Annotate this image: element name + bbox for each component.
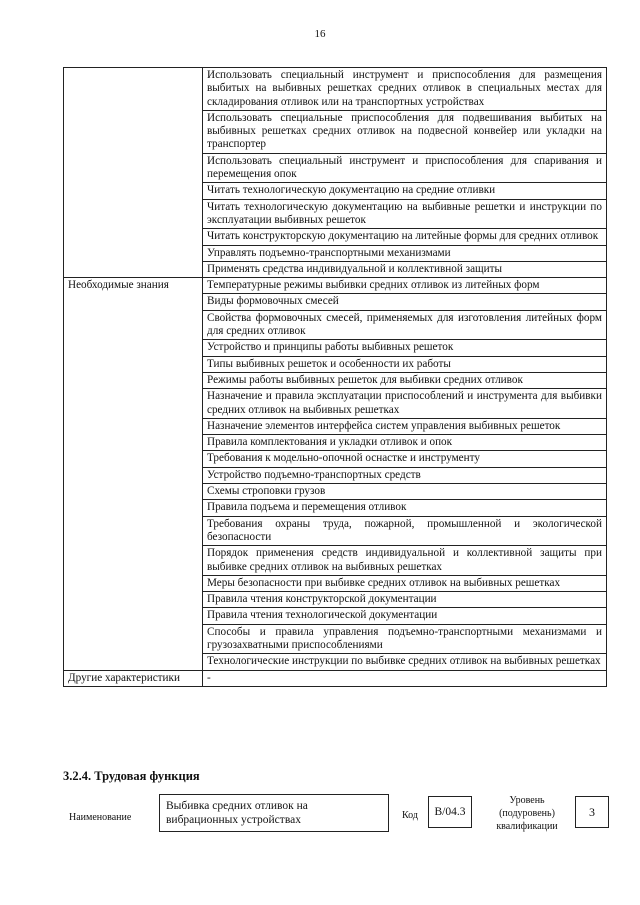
row-value: Читать технологическую документацию на выбивные решетки и инструкции по эксплуатации выбивных решеток (203, 199, 607, 229)
row-value: Назначение и правила эксплуатации приспособлений и инструмента для выбивки средних отливок на выбивных решетках (203, 389, 607, 419)
row-value: Требования к модельно-опочной оснастке и инструменту (203, 451, 607, 467)
row-value: Правила чтения конструкторской документации (203, 592, 607, 608)
table-row (64, 278, 607, 294)
row-value: Схемы строповки грузов (203, 484, 607, 500)
level-label: Уровень (подуровень) квалификации (496, 795, 558, 832)
row-value: - (203, 670, 607, 686)
row-value: Устройство и принципы работы выбивных решеток (203, 340, 607, 356)
row-value: Температурные режимы выбивки средних отливок из литейных форм (203, 278, 607, 294)
row-value: Использовать специальный инструмент и приспособления для размещения выбитых на выбивных решетках средних отливок в специальных местах для складирования отливок или на транспортных устройствах (203, 68, 607, 111)
row-value: Меры безопасности при выбивке средних отливок на выбивных решетках (203, 575, 607, 591)
row-value: Требования охраны труда, пожарной, промышленной и экологической безопасности (203, 516, 607, 546)
page-number: 16 (314, 28, 326, 40)
level-value: 3 (575, 796, 609, 828)
name-value: Выбивка средних отливок на вибрационных устройствах (159, 794, 389, 832)
name-label: Наименование (69, 812, 132, 823)
table-row (64, 68, 607, 111)
row-value: Читать технологическую документацию на средние отливки (203, 183, 607, 199)
row-label (64, 68, 203, 278)
row-value: Типы выбивных решеток и особенности их работы (203, 356, 607, 372)
row-value: Назначение элементов интерфейса систем управления выбивных решеток (203, 418, 607, 434)
labor-function-header (63, 790, 613, 840)
row-value: Правила комплектования и укладки отливок и опок (203, 435, 607, 451)
code-value: B/04.3 (428, 796, 472, 828)
row-value: Технологические инструкции по выбивке средних отливок на выбивных решетках (203, 654, 607, 670)
row-value: Устройство подъемно-транспортных средств (203, 467, 607, 483)
row-value: Применять средства индивидуальной и коллективной защиты (203, 261, 607, 277)
row-value: Правила чтения технологической документации (203, 608, 607, 624)
row-value: Правила подъема и перемещения отливок (203, 500, 607, 516)
row-label: Необходимые знания (64, 278, 203, 670)
row-value: Режимы работы выбивных решеток для выбивки средних отливок (203, 372, 607, 388)
row-value: Управлять подъемно-транспортными механизмами (203, 245, 607, 261)
section-title: 3.2.4. Трудовая функция (63, 769, 200, 783)
row-value: Порядок применения средств индивидуальной и коллективной защиты при выбивке средних отливок на выбивных решетках (203, 546, 607, 576)
row-value: Читать конструкторскую документацию на литейные формы для средних отливок (203, 229, 607, 245)
requirements-table-body (64, 68, 607, 687)
row-value: Способы и правила управления подъемно-транспортными механизмами и грузозахватными приспособлениями (203, 624, 607, 654)
row-label: Другие характеристики (64, 670, 203, 686)
row-value: Использовать специальный инструмент и приспособления для спаривания и перемещения опок (203, 153, 607, 183)
code-label: Код (402, 810, 418, 821)
row-value: Виды формовочных смесей (203, 294, 607, 310)
row-value: Использовать специальные приспособления для подвешивания выбитых на выбивных решетках средних отливок на подвесной конвейер или укладки на транспортер (203, 110, 607, 153)
table-row (64, 670, 607, 686)
row-value: Свойства формовочных смесей, применяемых для изготовления литейных форм для средних отливок (203, 310, 607, 340)
requirements-table (63, 67, 607, 687)
